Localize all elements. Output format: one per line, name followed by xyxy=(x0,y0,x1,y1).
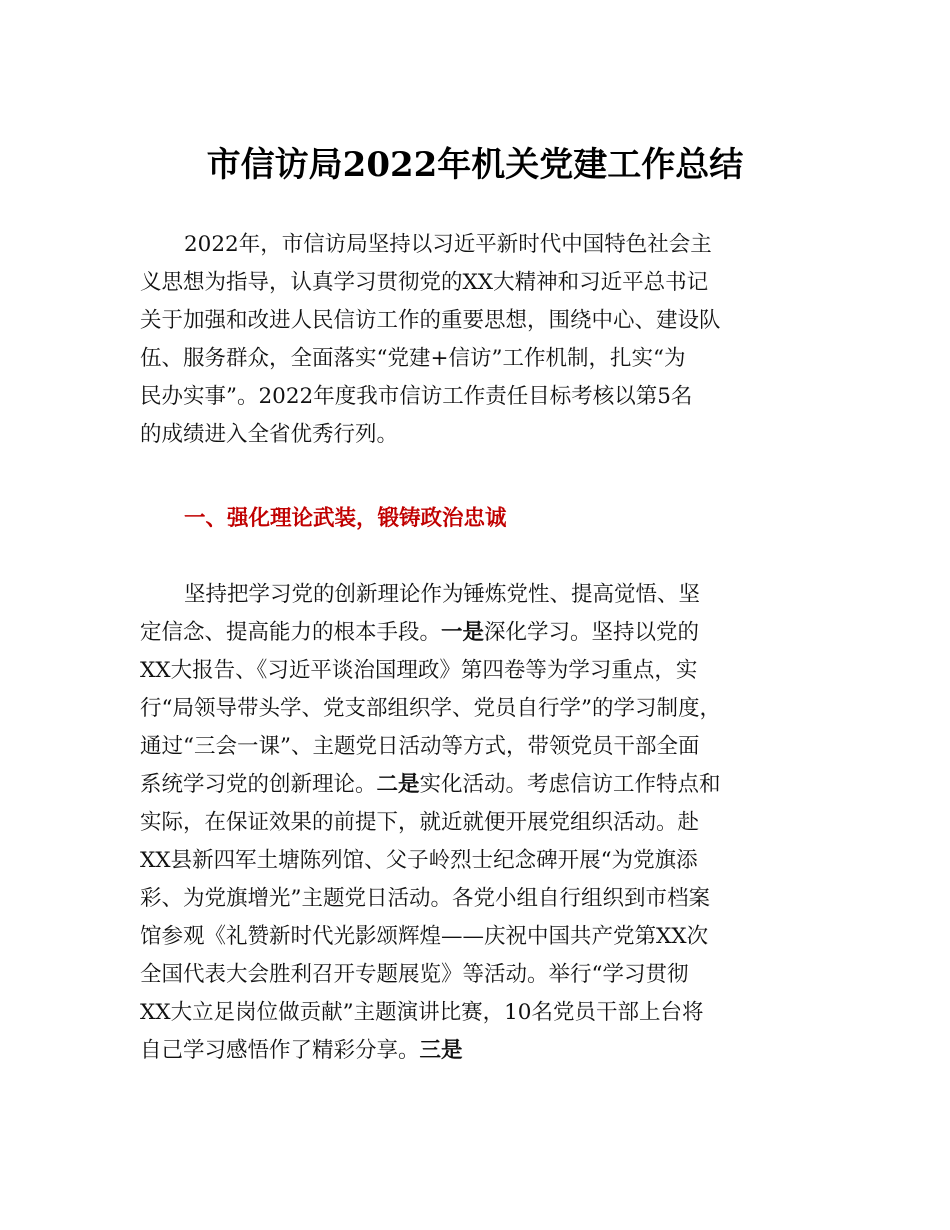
paragraph-line: XX大报告、《习近平谈治国理政》第四卷等为学习重点，实 xyxy=(140,658,698,683)
paragraph-line: 民办实事”。2022年度我市信访工作责任目标考核以第5名 xyxy=(140,384,693,409)
paragraph-line: 实际，在保证效果的前提下，就近就便开展党组织活动。赴 xyxy=(140,810,700,835)
intro-paragraph xyxy=(140,226,830,454)
paragraph-line xyxy=(140,614,830,652)
paragraph-line xyxy=(140,766,830,804)
paragraph-line: 关于加强和改进人民信访工作的重要思想，围绕中心、建设队 xyxy=(140,308,721,333)
item-marker: 三是 xyxy=(419,1038,463,1063)
paragraph-line: 馆参观《礼赞新时代光影颂辉煌——庆祝中国共产党第XX次 xyxy=(140,924,709,949)
section-paragraph xyxy=(140,576,830,1070)
paragraph-line: 全国代表大会胜利召开专题展览》等活动。举行“学习贯彻 xyxy=(140,962,689,987)
paragraph-line: 通过“三会一课”、主题党日活动等方式，带领党员干部全面 xyxy=(140,734,700,759)
paragraph-line xyxy=(140,1032,830,1070)
paragraph-line: 的成绩进入全省优秀行列。 xyxy=(140,422,399,447)
paragraph-line: 彩、为党旗增光”主题党日活动。各党小组自行组织到市档案 xyxy=(140,886,710,911)
paragraph-line: 2022年，市信访局坚持以习近平新时代中国特色社会主 xyxy=(184,232,712,257)
section-heading: 一、强化理论武装，锻铸政治忠诚 xyxy=(184,506,507,531)
line-text: 定信念、提高能力的根本手段。 xyxy=(140,620,442,645)
paragraph-line: 义思想为指导，认真学习贯彻党的XX大精神和习近平总书记 xyxy=(140,270,709,295)
paragraph-line: XX县新四军土塘陈列馆、父子岭烈士纪念碑开展“为党旗添 xyxy=(140,848,698,873)
line-text: 系统学习党的创新理论。 xyxy=(140,772,377,797)
paragraph-line: 行“局领导带头学、党支部组织学、党员自行学”的学习制度， xyxy=(140,696,721,721)
line-text: 自己学习感悟作了精彩分享。 xyxy=(140,1038,420,1063)
paragraph-line: 伍、服务群众，全面落实“党建+信访”工作机制，扎实“为 xyxy=(140,346,686,371)
item-marker: 一是 xyxy=(441,620,485,645)
paragraph-line: XX大立足岗位做贡献”主题演讲比赛，10名党员干部上台将 xyxy=(140,1000,704,1025)
line-text: 深化学习。坚持以党的 xyxy=(484,620,700,645)
line-text: 实化活动。考虑信访工作特点和 xyxy=(419,772,721,797)
document-title: 市信访局2022年机关党建工作总结 xyxy=(206,145,744,185)
item-marker: 二是 xyxy=(376,772,420,797)
paragraph-line: 坚持把学习党的创新理论作为锤炼党性、提高觉悟、坚 xyxy=(184,582,701,607)
